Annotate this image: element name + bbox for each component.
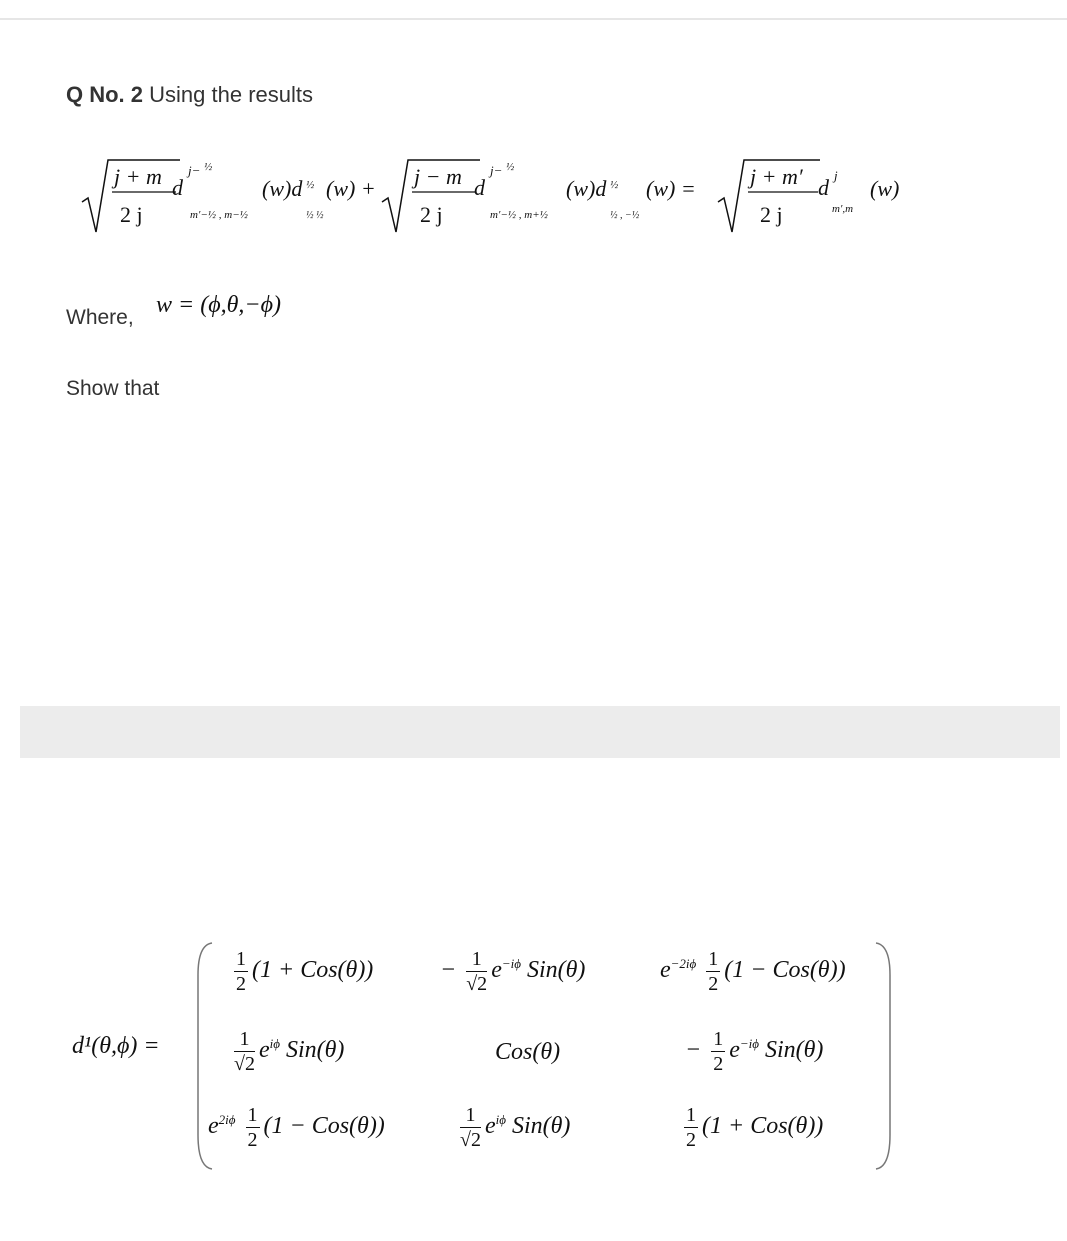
- svg-text:j: j: [834, 168, 838, 183]
- eq-frac-num-1: j + m: [114, 164, 162, 189]
- matrix-cell-2-1: $\frac{1}{√2}$ $e^{i\phi}$ Sin(θ): [234, 1028, 345, 1075]
- svg-text:m′−½ , m−½: m′−½ , m−½: [190, 209, 248, 221]
- svg-text:j + m′: j + m′: [750, 164, 803, 189]
- svg-text:½ , −½: ½ , −½: [610, 210, 640, 221]
- matrix-cell-2-2: Cos(θ): [495, 1039, 561, 1065]
- svg-text:2 j: 2 j: [760, 202, 783, 227]
- section-divider: [20, 706, 1060, 758]
- matrix-lhs: d¹(θ,ϕ) =: [72, 1033, 160, 1059]
- svg-text:½: ½: [204, 161, 213, 173]
- svg-text:j − m: j − m: [414, 164, 462, 189]
- matrix-cell-3-2: $\frac{1}{√2}$ $e^{i\phi}$ Sin(θ): [460, 1104, 571, 1151]
- w-definition: w = (ϕ,θ,−ϕ): [156, 292, 282, 318]
- svg-text:(w) +: (w) +: [326, 176, 376, 201]
- given-equation: [80, 140, 1060, 240]
- svg-text:½: ½: [506, 161, 515, 173]
- matrix-cell-3-1: $e^{2i\phi}$ $\frac{1}{2}$ (1 − Cos(θ)): [208, 1104, 385, 1151]
- svg-text:m′−½ , m+½: m′−½ , m+½: [490, 209, 548, 221]
- svg-text:(w)d: (w)d: [566, 176, 607, 201]
- svg-text:(w) =: (w) =: [646, 176, 696, 201]
- matrix-cell-2-3: − $\frac{1}{2}$ $e^{-i\phi}$ Sin(θ): [685, 1028, 824, 1075]
- svg-text:2 j: 2 j: [420, 202, 443, 227]
- show-that-label: Show that: [66, 377, 160, 400]
- eq-d-1: d: [172, 175, 183, 200]
- svg-text:j−: j−: [188, 163, 201, 178]
- svg-text:½ ½: ½ ½: [306, 210, 324, 221]
- matrix-cell-1-3: $e^{-2i\phi}$ $\frac{1}{2}$ (1 − Cos(θ)): [660, 948, 846, 995]
- question-number: Q No. 2: [66, 82, 144, 107]
- top-border: [0, 18, 1067, 20]
- svg-text:(w)d: (w)d: [262, 176, 303, 201]
- where-label: Where,: [66, 306, 134, 329]
- matrix-cell-1-2: − $\frac{1}{√2}$ $e^{-i\phi}$ Sin(θ): [440, 948, 586, 995]
- rotation-matrix: [60, 935, 1060, 1175]
- svg-text:½: ½: [306, 179, 315, 191]
- svg-text:j−: j−: [490, 163, 503, 178]
- eq-frac-den-1: 2 j: [120, 202, 143, 227]
- matrix-cell-3-3: $\frac{1}{2}$ (1 + Cos(θ)): [686, 1104, 824, 1151]
- question-intro: Using the results: [149, 82, 313, 107]
- question-header: [66, 82, 313, 108]
- svg-text:d: d: [818, 175, 829, 200]
- matrix-cell-1-1: $\frac{1}{2}$ (1 + Cos(θ)): [236, 948, 374, 995]
- svg-text:d: d: [474, 175, 485, 200]
- svg-text:(w): (w): [870, 176, 900, 201]
- svg-text:m′,m: m′,m: [832, 203, 854, 215]
- svg-text:½: ½: [610, 179, 619, 191]
